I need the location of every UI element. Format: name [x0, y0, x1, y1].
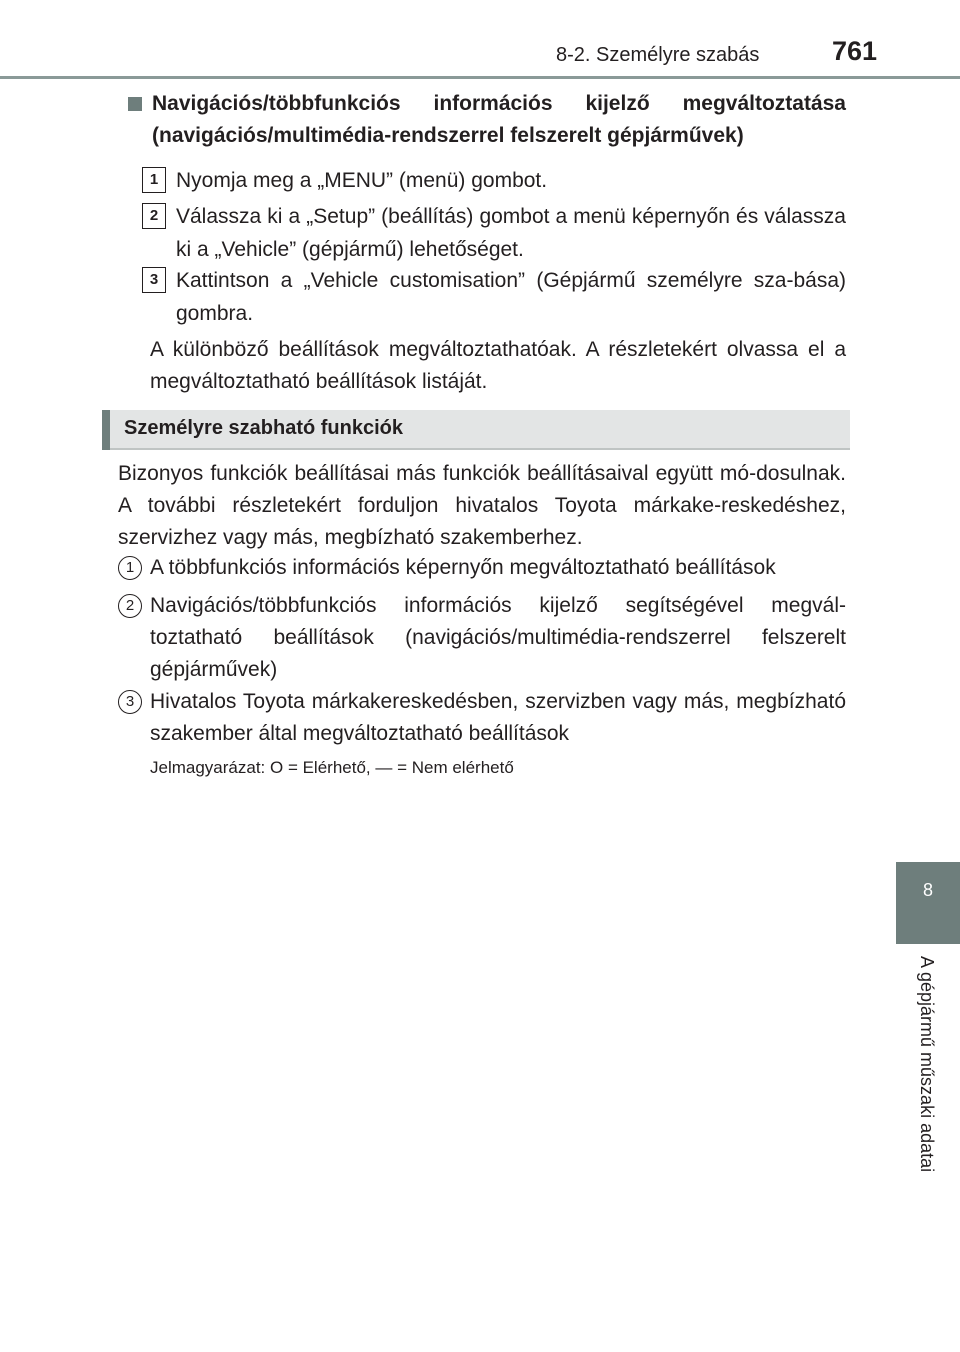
step-text: Válassza ki a „Setup” (beállítás) gombot a menü képernyőn és válassza ki a „Vehicle” (gépjármű) lehetőséget.: [176, 205, 846, 261]
circled-number: 1: [118, 556, 142, 580]
section-heading: [128, 88, 846, 152]
step-item: [142, 264, 846, 330]
intro-paragraph: Bizonyos funkciók beállításai más funkciók beállításaival együtt mó-dosulnak. A további részletekért forduljon hivatalos Toyota márkake-reskedéshez, szervizhez vagy más, megbízható szakemberhez.: [118, 462, 846, 549]
circled-list-item: [118, 686, 846, 750]
circled-number: 3: [118, 690, 142, 714]
step-number-box: 1: [142, 167, 166, 193]
step-number-box: 3: [142, 267, 166, 293]
step-text: Nyomja meg a „MENU” (menü) gombot.: [176, 169, 548, 192]
step-number-box: 2: [142, 203, 166, 229]
heading-bar-accent: [102, 410, 110, 450]
heading-bar-text: Személyre szabható funkciók: [124, 417, 403, 439]
circled-number: 2: [118, 594, 142, 618]
step-text: Kattintson a „Vehicle customisation” (Gépjármű személyre sza-bása) gombra.: [176, 269, 846, 325]
legend-text: Jelmagyarázat: O = Elérhető, — = Nem elérhető: [150, 758, 514, 777]
page-number: 761: [832, 36, 878, 66]
header-divider: [0, 76, 960, 79]
circled-list-item: [118, 590, 846, 686]
circled-item-text: A többfunkciós információs képernyőn megváltoztatható beállítások: [150, 556, 776, 579]
chapter-title: A gépjármű műszaki adatai: [917, 956, 937, 1173]
step-item: [142, 164, 846, 197]
circled-list-item: [118, 552, 846, 584]
heading-bar: [102, 410, 850, 450]
chapter-tab: [896, 862, 960, 944]
after-steps-paragraph: A különböző beállítások megváltoztathatóak. A részletekért olvassa el a megváltoztatható beállítások listáját.: [150, 338, 846, 393]
chapter-tab-label-area: [896, 944, 960, 1234]
square-bullet-icon: [128, 97, 142, 111]
section-heading-text: Navigációs/többfunkciós információs kijelző megváltoztatása (navigációs/multimédia-rendszerrel felszerelt gépjárművek): [152, 92, 846, 147]
step-item: [142, 200, 846, 266]
circled-item-text: Hivatalos Toyota márkakereskedésben, szervizben vagy más, megbízható szakember által megváltoztatható beállítások: [150, 690, 846, 745]
chapter-number: 8: [922, 880, 933, 900]
header-section-title: 8-2. Személyre szabás: [556, 44, 760, 66]
circled-item-text: Navigációs/többfunkciós információs kijelző segítségével megvál-toztatható beállítások (navigációs/multimédia-rendszerrel felszerelt gépjárművek): [150, 594, 846, 681]
